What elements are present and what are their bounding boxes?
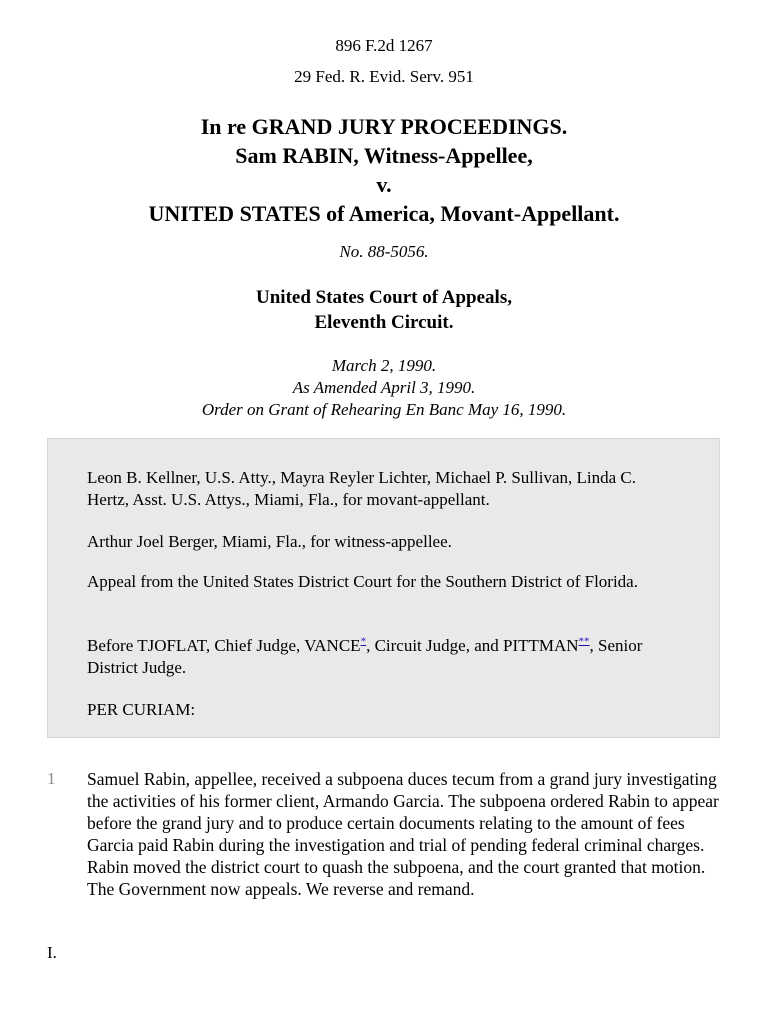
court-line-2: Eleventh Circuit. (314, 312, 454, 333)
section-heading: I. (47, 943, 57, 962)
caption-line-1: In re GRAND JURY PROCEEDINGS. (200, 114, 568, 139)
footnote-link-1[interactable]: * (360, 635, 367, 648)
docket-number: No. 88-5056. (339, 242, 429, 261)
court-name (0, 285, 768, 335)
paragraph-number: 1 (47, 769, 56, 788)
caption-line-4: UNITED STATES of America, Movant-Appellant. (148, 201, 620, 226)
caption-line-2: Sam RABIN, Witness-Appellee, (235, 143, 533, 168)
reporter-citation: 896 F.2d 1267 (335, 36, 433, 55)
per-curiam: PER CURIAM: (87, 700, 196, 719)
counsel-box (47, 438, 720, 738)
witness-counsel: Arthur Joel Berger, Miami, Fla., for witness-appellee. (87, 532, 452, 551)
movant-counsel: Leon B. Kellner, U.S. Atty., Mayra Reyler Lichter, Michael P. Sullivan, Linda C. Hertz, Asst. U.S. Attys., Miami, Fla., for movant-appellant. (87, 468, 636, 509)
paragraph-text: Samuel Rabin, appellee, received a subpoena duces tecum from a grand jury investigating the activities of his former client, Armando Garcia. The subpoena ordered Rabin to appear before the grand jury and to produce certain documents relating to the amount of fees Garcia paid Rabin during the investigation and trial of pending federal criminal charges. Rabin moved the district court to quash the subpoena, and the court granted that motion. The Government now appeals. We reverse and remand. (87, 769, 719, 899)
caption-line-3: v. (376, 172, 392, 197)
panel-text-2: , Circuit Judge, and PITTMAN (366, 636, 579, 655)
evidence-service-citation: 29 Fed. R. Evid. Serv. 951 (294, 67, 474, 86)
panel-judges (87, 635, 677, 679)
panel-text-3: , Senior District Judge. (87, 636, 643, 677)
court-line-1: United States Court of Appeals, (256, 287, 512, 308)
decision-dates (0, 355, 768, 421)
footnote-link-2[interactable]: ** (578, 635, 590, 648)
panel-text-1: Before TJOFLAT, Chief Judge, VANCE (87, 636, 361, 655)
amended-date: As Amended April 3, 1990. (292, 378, 476, 397)
case-caption (0, 112, 768, 228)
rehearing-date: Order on Grant of Rehearing En Banc May 16, 1990. (201, 400, 567, 419)
decided-date: March 2, 1990. (331, 356, 437, 375)
appeal-from: Appeal from the United States District Court for the Southern District of Florida. (87, 572, 638, 591)
